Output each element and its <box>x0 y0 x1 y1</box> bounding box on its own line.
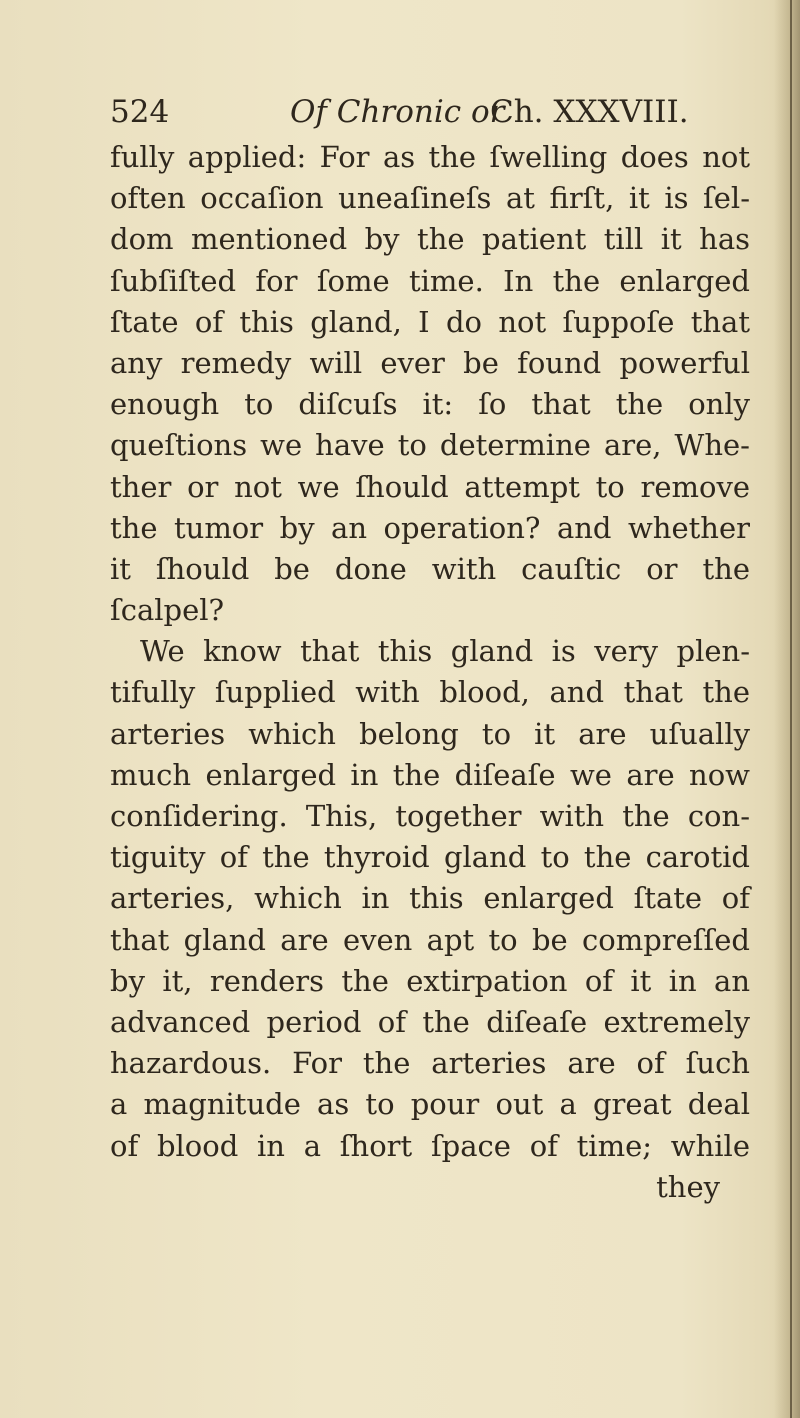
text-line: that gland are even apt to be compreſſed <box>110 922 750 957</box>
text-line: ſtate of this gland, I do not ſuppoſe that <box>110 304 750 339</box>
text-line: queſtions we have to determine are, Whe- <box>110 428 750 463</box>
text-line: tiguity of the thyroid gland to the carotid <box>110 840 750 875</box>
text-line: it ſhould be done with cauſtic or the <box>110 551 750 586</box>
text-line: conſidering. This, together with the con- <box>110 799 750 833</box>
page-number: 524 <box>110 94 170 130</box>
running-title: Of Chronic or <box>290 94 505 130</box>
chapter-heading: Ch. XXXVIII. <box>490 94 689 130</box>
text-line: ther or not we ſhould attempt to remove <box>110 469 750 504</box>
page-edge-shadow <box>774 0 800 1418</box>
text-line: dom mentioned by the patient till it has <box>110 222 750 257</box>
text-line: often occaſion uneaſineſs at firſt, it is ſel- <box>110 181 750 216</box>
text-line: fully applied: For as the ſwelling does not <box>110 140 750 174</box>
text-line: a magnitude as to pour out a great deal <box>110 1087 750 1122</box>
text-line: tifully ſupplied with blood, and that the <box>110 675 750 710</box>
text-line: of blood in a ſhort ſpace of time; while <box>110 1128 750 1163</box>
catchword: they <box>656 1169 720 1204</box>
page-header <box>110 94 740 140</box>
text-line: hazardous. For the arteries are of ſuch <box>110 1046 750 1081</box>
text-line: the tumor by an operation? and whether <box>110 510 750 545</box>
text-line: ſubſiſted for ſome time. In the enlarged <box>110 263 750 298</box>
text-line: advanced period of the diſeaſe extremely <box>110 1004 750 1039</box>
text-line: arteries, which in this enlarged ſtate of <box>110 881 750 916</box>
text-line: ſcalpel? <box>110 593 225 628</box>
body-text <box>110 137 750 1208</box>
paragraph-start-line: We know that this gland is very plen- <box>140 634 750 669</box>
text-line: arteries which belong to it are uſually <box>110 716 750 751</box>
text-line: much enlarged in the diſeaſe we are now <box>110 757 750 792</box>
text-line: enough to diſcuſs it: ſo that the only <box>110 387 750 422</box>
text-line: by it, renders the extirpation of it in an <box>110 963 750 998</box>
text-line: any remedy will ever be found powerful <box>110 345 750 380</box>
page-edge-line <box>790 0 792 1418</box>
